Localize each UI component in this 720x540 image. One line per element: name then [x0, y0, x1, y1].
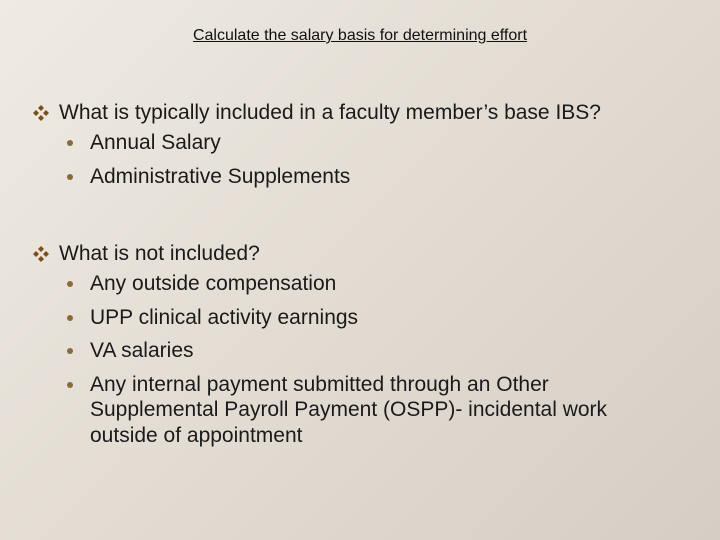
dot-bullet-icon [67, 315, 73, 321]
list-item [33, 271, 680, 297]
dot-bullet-icon [67, 348, 73, 354]
list-item [33, 130, 680, 156]
section-not-included [33, 239, 693, 456]
section-question [33, 98, 693, 128]
dot-bullet-icon [67, 382, 73, 388]
question-text: What is not included? [59, 242, 260, 265]
list-item [33, 372, 680, 449]
list-item [33, 164, 680, 190]
list-item-text: Any outside compensation [90, 272, 337, 295]
list-item [33, 305, 680, 331]
diamond-quad-icon [33, 246, 49, 262]
section-question [33, 239, 693, 269]
list-item-text: Administrative Supplements [90, 164, 351, 188]
list-item-text: VA salaries [90, 339, 194, 362]
diamond-quad-icon [33, 105, 49, 121]
list-item-text: Annual Salary [90, 131, 221, 154]
list-item-text: UPP clinical activity earnings [90, 305, 359, 329]
dot-bullet-icon [67, 281, 73, 287]
included-list [33, 130, 693, 189]
list-item-text: Any internal payment submitted through an Other Supplemental Payroll Payment (OSPP)- incidental work outside of appointment [90, 372, 608, 447]
question-text: What is typically included in a faculty member’s base IBS? [59, 101, 601, 124]
dot-bullet-icon [67, 174, 73, 180]
slide-title: Calculate the salary basis for determining effort [192, 27, 528, 44]
dot-bullet-icon [67, 140, 73, 146]
section-included [33, 98, 693, 197]
not-included-list [33, 271, 693, 448]
list-item [33, 338, 680, 364]
